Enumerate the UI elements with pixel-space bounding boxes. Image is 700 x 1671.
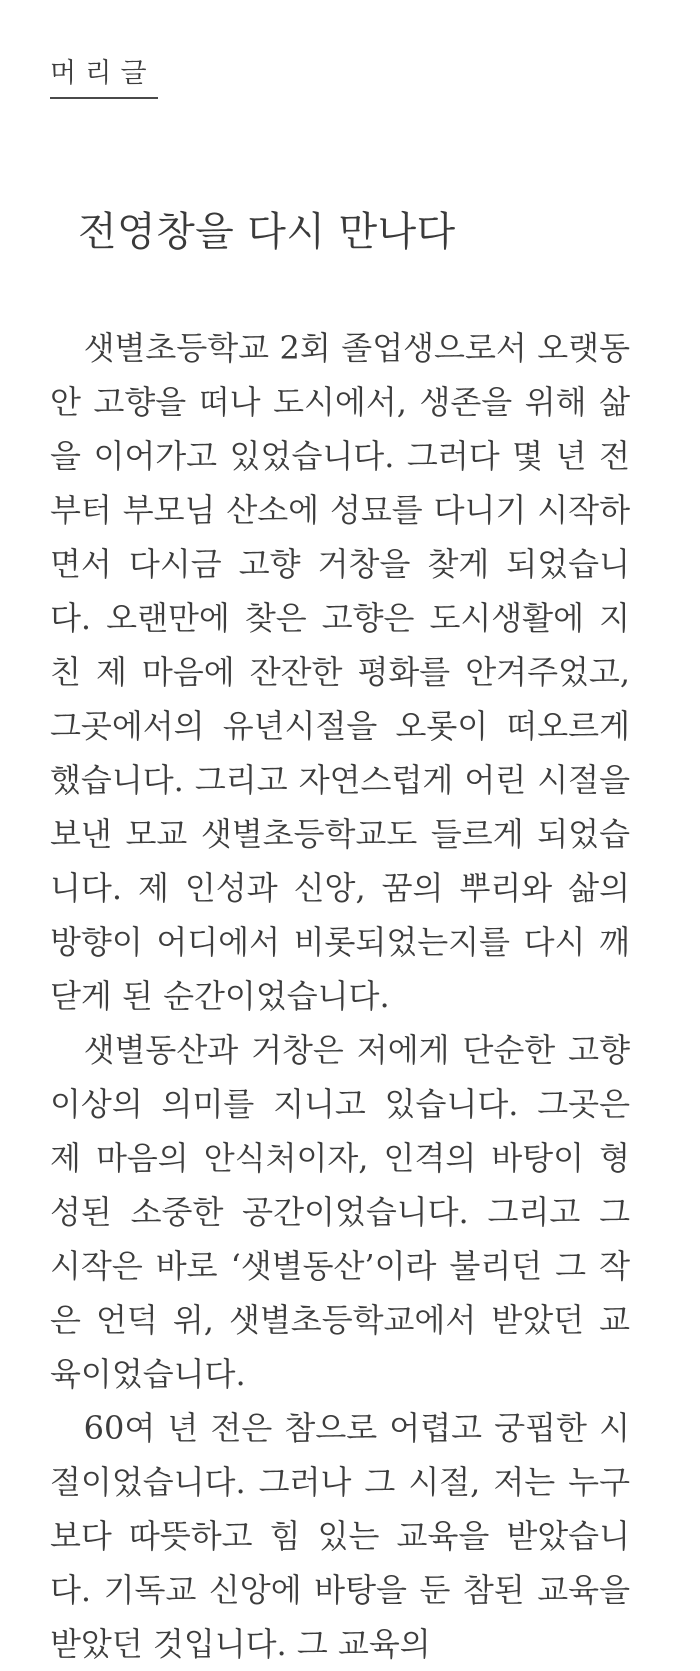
paragraph-1: 샛별초등학교 2회 졸업생으로서 오랫동안 고향을 떠나 도시에서, 생존을 위해 삶을 이어가고 있었습니다. 그러다 몇 년 전부터 부모님 산소에 성묘를 다니기 시작하면서 다시금 고향 거창을 찾게 되었습니다. 오랜만에 찾은 고향은 도시생활에 지친 제 마음에 잔잔한 평화를 안겨주었고, 그곳에서의 유년시절을 오롯이 떠오르게 했습니다. 그리고 자연스럽게 어린 시절을 보낸 모교 샛별초등학교도 들르게 되었습니다. 제 인성과 신앙, 꿈의 뿌리와 삶의 방향이 어디에서 비롯되었는지를 다시 깨닫게 된 순간이었습니다.: [50, 329, 630, 1016]
paragraph-3: 60여 년 전은 참으로 어렵고 궁핍한 시절이었습니다. 그러나 그 시절, 저는 누구보다 따뜻하고 힘 있는 교육을 받았습니다. 기독교 신앙에 바탕을 둔 참된 교육을 받았던 것입니다. 그 교육의: [50, 1409, 630, 1664]
paragraph-2: 샛별동산과 거창은 저에게 단순한 고향 이상의 의미를 지니고 있습니다. 그곳은 제 마음의 안식처이자, 인격의 바탕이 형성된 소중한 공간이었습니다. 그리고 그 시작은 바로 ‘샛별동산’이라 불리던 그 작은 언덕 위, 샛별초등학교에서 받았던 교육이었습니다.: [50, 1031, 630, 1394]
section-label-row: [50, 58, 630, 99]
body-text: [50, 321, 630, 1671]
chapter-title: 전영창을 다시 만나다: [78, 209, 456, 256]
section-label: 머리글: [50, 58, 158, 99]
